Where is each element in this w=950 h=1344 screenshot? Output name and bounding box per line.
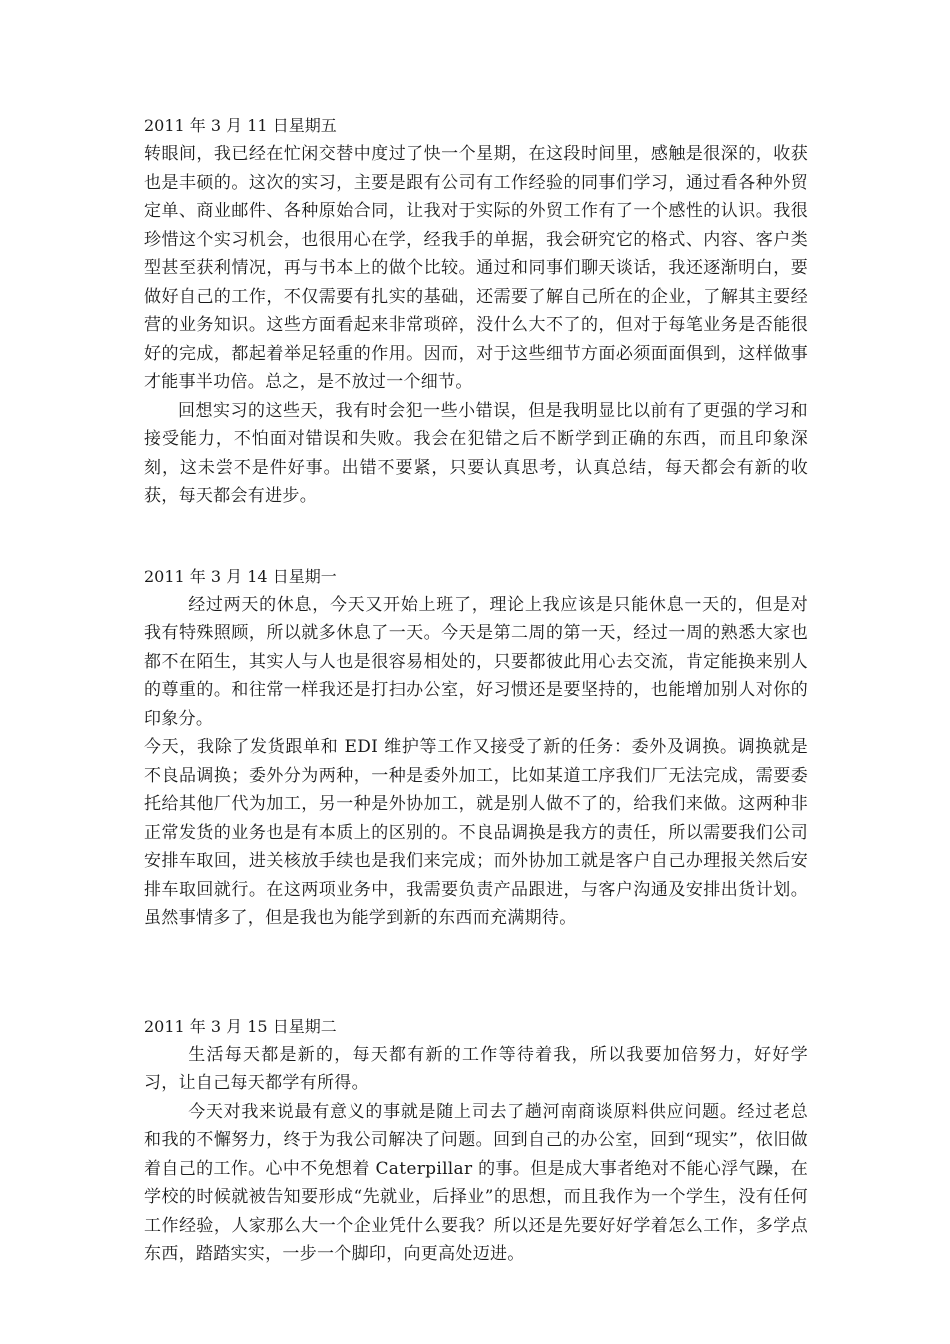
entry-date: 2011 年 3 月 15 日星期二 <box>144 1016 337 1036</box>
entry-date: 2011 年 3 月 11 日星期五 <box>144 116 337 135</box>
diary-entry <box>144 563 808 933</box>
entry-paragraph: 今天，我除了发货跟单和 EDI 维护等工作又接受了新的任务：委外及调换。调换就是不良品调换；委外分为两种，一种是委外加工，比如某道工序我们厂无法完成，需要委托给其他厂代为加工，另一种是外协加工，就是别人做不了的，给我们来做。这两种非正常发货的业务也是有本质上的区别的。不良品调换是我方的责任，所以需要我们公司安排车取回，进关核放手续也是我们来完成；而外协加工就是客户自己办理报关然后安排车取回就行。在这两项业务中，我需要负责产品跟进，与客户沟通及安排出货计划。虽然事情多了，但是我也为能学到新的东西而充满期待。 <box>144 737 808 928</box>
entry-paragraph: 回想实习的这些天，我有时会犯一些小错误，但是我明显比以前有了更强的学习和接受能力，不怕面对错误和失败。我会在犯错之后不断学到正确的东西，而且印象深刻，这未尝不是件好事。出错不要紧，只要认真思考，认真总结，每天都会有新的收获，每天都会有进步。 <box>144 400 808 506</box>
diary-entry <box>144 1013 808 1269</box>
entry-date: 2011 年 3 月 14 日星期一 <box>144 566 337 586</box>
entry-paragraph: 经过两天的休息，今天又开始上班了，理论上我应该是只能休息一天的，但是对我有特殊照顾，所以就多休息了一天。今天是第二周的第一天，经过一周的熟悉大家也都不在陌生，其实人与人也是很容易相处的，只要都彼此用心去交流，肯定能换来别人的尊重的。和往常一样我还是打扫办公室，好习惯还是要坚持的，也能增加别人对你的印象分。 <box>144 594 808 729</box>
diary-entry <box>144 112 808 511</box>
section-spacer <box>144 933 808 1013</box>
entry-paragraph: 转眼间，我已经在忙闲交替中度过了快一个星期，在这段时间里，感触是很深的，收获也是丰硕的。这次的实习，主要是跟有公司有工作经验的同事们学习，通过看各种外贸定单、商业邮件、各种原始合同，让我对于实际的外贸工作有了一个感性的认识。我很珍惜这个实习机会，也很用心在学，经我手的单据，我会研究它的格式、内容、客户类型甚至获利情况，再与书本上的做个比较。通过和同事们聊天谈话，我还逐渐明白，要做好自己的工作，不仅需要有扎实的基础，还需要了解自己所在的企业，了解其主要经营的业务知识。这些方面看起来非常琐碎，没什么大不了的，但对于每笔业务是否能很好的完成，都起着举足轻重的作用。因而，对于这些细节方面必须面面俱到，这样做事才能事半功倍。总之，是不放过一个细节。 <box>144 144 808 392</box>
section-spacer <box>144 511 808 563</box>
entry-paragraph: 生活每天都是新的，每天都有新的工作等待着我，所以我要加倍努力，好好学习，让自己每天都学有所得。 <box>144 1044 808 1093</box>
document-page <box>144 112 808 1269</box>
entry-paragraph: 今天对我来说最有意义的事就是随上司去了趟河南商谈原料供应问题。经过老总和我的不懈努力，终于为我公司解决了问题。回到自己的办公室，回到“现实”，依旧做着自己的工作。心中不免想着 Caterpillar 的事。但是成大事者绝对不能心浮气躁，在学校的时候就被告知要形成“先就业，后择业”的思想，而且我作为一个学生，没有任何工作经验，人家那么大一个企业凭什么要我？所以还是先要好好学着怎么工作，多学点东西，踏踏实实，一步一个脚印，向更高处迈进。 <box>144 1101 808 1264</box>
